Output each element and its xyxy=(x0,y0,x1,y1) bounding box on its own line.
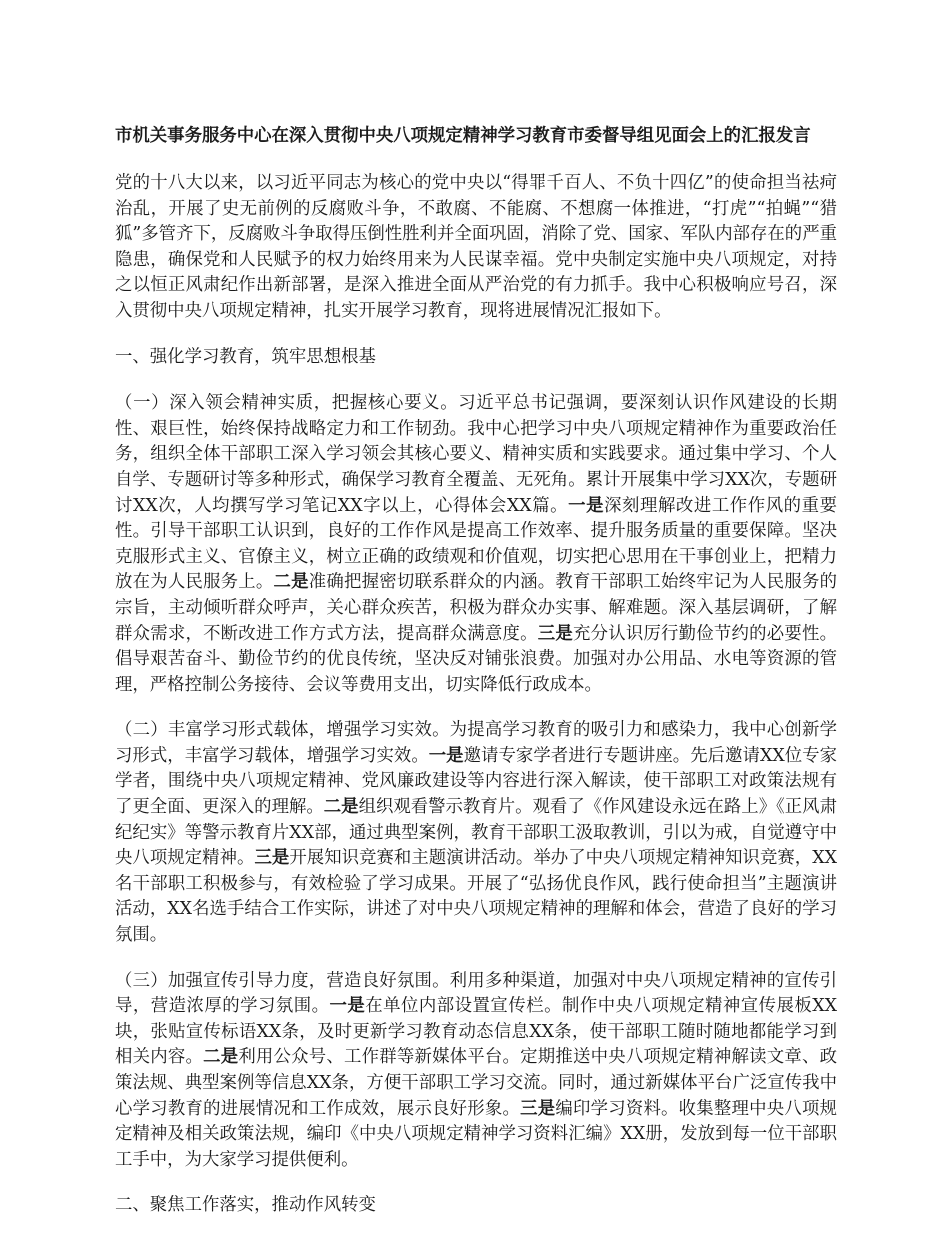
paragraph-1-text-b: 深刻理解改进工作作风的重要性。引导干部职工认识到，良好的工作作风是提高工作效率、提升服务质量的重要保障。坚决克服形式主义、官僚主义，树立正确的政绩观和价值观，切实把心思用在干事创业上，把精力放在为人民服务上。 xyxy=(115,495,837,593)
paragraph-1-text-c: 准确把握密切联系群众的内涵。教育干部职工始终牢记为人民服务的宗旨，主动倾听群众呼声，关心群众疾苦，积极为群众办实事、解难题。深入基层调研，了解群众需求，不断改进工作方式方法，提高群众满意度。 xyxy=(115,572,837,644)
paragraph-3-text-c: 利用公众号、工作群等新媒体平台。定期推送中央八项规定精神解读文章、政策法规、典型案例等信息XX条，方便干部职工学习交流。同时，通过新媒体平台广泛宣传我中心学习教育的进展情况和工作成效，展示良好形象。 xyxy=(115,1047,837,1119)
paragraph-3-keyword-2: 二是 xyxy=(203,1047,239,1068)
paragraph-1-text-a: （一）深入领会精神实质，把握核心要义。习近平总书记强调，要深刻认识作风建设的长期性、艰巨性，始终保持战略定力和工作韧劲。我中心把学习中央八项规定精神作为重要政治任务，组织全体干部职工深入学习领会其核心要义、精神实质和实践要求。通过集中学习、个人自学、专题研讨等多种形式，确保学习教育全覆盖、无死角。累计开展集中学习XX次，专题研讨XX次，人均撰写学习笔记XX字以上，心得体会XX篇。 xyxy=(115,393,837,516)
paragraph-2-text-a: （二）丰富学习形式载体，增强学习实效。为提高学习教育的吸引力和感染力，我中心创新学习形式，丰富学习载体，增强学习实效。 xyxy=(115,720,837,766)
document-page xyxy=(115,124,837,1240)
section-heading-2: 二、聚焦工作落实，推动作风转变 xyxy=(115,1195,376,1216)
paragraph-1-keyword-1: 一是 xyxy=(568,495,605,516)
paragraph-2-keyword-1: 一是 xyxy=(428,745,464,766)
paragraph-3-text-b: 在单位内部设置宣传栏。制作中央八项规定精神宣传展板XX块，张贴宣传标语XX条，及时更新学习教育动态信息XX条，使干部职工随时随地都能学习到相关内容。 xyxy=(115,996,837,1068)
paragraph-1 xyxy=(115,391,837,698)
document-title: 市机关事务服务中心在深入贯彻中央八项规定精神学习教育市委督导组见面会上的汇报发言 xyxy=(115,126,811,146)
paragraph-3-text-a: （三）加强宣传引导力度，营造良好氛围。利用多种渠道，加强对中央八项规定精神的宣传引导，营造浓厚的学习氛围。 xyxy=(115,970,837,1017)
paragraph-1-keyword-3: 三是 xyxy=(537,623,573,644)
paragraph-3-keyword-1: 一是 xyxy=(329,996,366,1017)
paragraph-1-keyword-2: 二是 xyxy=(273,572,309,593)
paragraph-3 xyxy=(115,969,837,1174)
paragraph-2 xyxy=(115,718,837,948)
paragraph-2-text-d: 开展知识竞赛和主题演讲活动。举办了中央八项规定精神知识竞赛，XX名干部职工积极参与，有效检验了学习成果。开展了“弘扬优良作风，践行使命担当”主题演讲活动，XX名选手结合工作实际，讲述了对中央八项规定精神的理解和体会，营造了良好的学习氛围。 xyxy=(115,848,837,946)
paragraph-2-keyword-2: 二是 xyxy=(323,797,359,818)
paragraph-1-text-d: 充分认识厉行勤俭节约的必要性。倡导艰苦奋斗、勤俭节约的优良传统，坚决反对铺张浪费。加强对办公用品、水电等资源的管理，严格控制公务接待、会议等费用支出，切实降低行政成本。 xyxy=(115,623,837,695)
paragraph-2-keyword-3: 三是 xyxy=(254,848,290,869)
paragraph-2-text-b: 邀请专家学者进行专题讲座。先后邀请XX位专家学者，围绕中央八项规定精神、党风廉政建设等内容进行深入解读，使干部职工对政策法规有了更全面、更深入的理解。 xyxy=(115,745,837,818)
intro-paragraph: 党的十八大以来，以习近平同志为核心的党中央以“得罪千百人、不负十四亿”的使命担当祛疴治乱，开展了史无前例的反腐败斗争，不敢腐、不能腐、不想腐一体推进，“打虎”“拍蝇”“猎狐”多管齐下，反腐败斗争取得压倒性胜利并全面巩固，消除了党、国家、军队内部存在的严重隐患，确保党和人民赋予的权力始终用来为人民谋幸福。党中央制定实施中央八项规定，对持之以恒正风肃纪作出新部署，是深入推进全面从严治党的有力抓手。我中心积极响应号召，深入贯彻中央八项规定精神，扎实开展学习教育，现将进展情况汇报如下。 xyxy=(115,173,837,321)
paragraph-2-text-c: 组织观看警示教育片。观看了《作风建设永远在路上》《正风肃纪纪实》等警示教育片XX部，通过典型案例，教育干部职工汲取教训，引以为戒，自觉遵守中央八项规定精神。 xyxy=(115,797,837,869)
section-heading-1: 一、强化学习教育，筑牢思想根基 xyxy=(115,346,376,367)
paragraph-3-keyword-3: 三是 xyxy=(520,1098,556,1119)
paragraph-3-text-d: 编印学习资料。收集整理中央八项规定精神及相关政策法规，编印《中央八项规定精神学习资料汇编》XX册，发放到每一位干部职工手中，为大家学习提供便利。 xyxy=(115,1098,837,1170)
